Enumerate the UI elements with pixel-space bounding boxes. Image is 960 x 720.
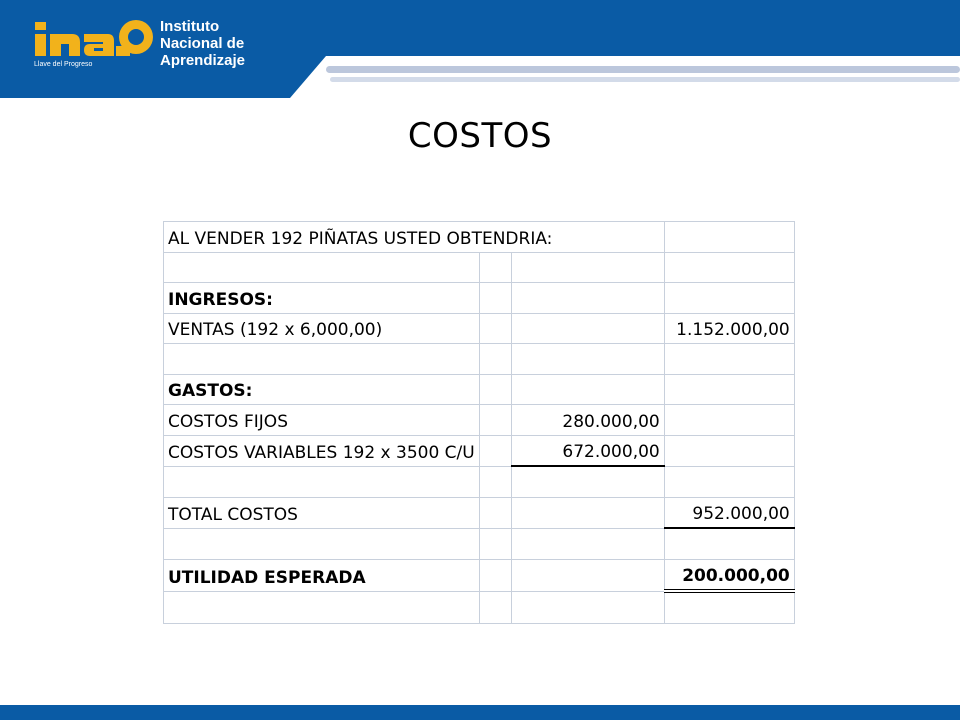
ina-logo xyxy=(30,14,265,76)
table-row xyxy=(164,435,795,466)
costos-variables-label: COSTOS VARIABLES 192 x 3500 C/U xyxy=(164,435,480,466)
table-row xyxy=(164,313,795,344)
empty-cell xyxy=(479,435,511,466)
empty-cell xyxy=(664,222,794,253)
empty-cell xyxy=(511,591,664,623)
total-costos-value: 952.000,00 xyxy=(664,497,794,528)
empty-cell xyxy=(479,313,511,344)
table-row xyxy=(164,466,795,497)
costos-fijos-value: 280.000,00 xyxy=(511,405,664,436)
empty-cell xyxy=(511,283,664,314)
costos-variables-value: 672.000,00 xyxy=(511,435,664,466)
empty-cell xyxy=(664,374,794,405)
gastos-label: GASTOS: xyxy=(164,374,480,405)
empty-cell xyxy=(511,313,664,344)
empty-cell xyxy=(511,374,664,405)
empty-cell xyxy=(511,497,664,528)
costos-fijos-label: COSTOS FIJOS xyxy=(164,405,480,436)
empty-cell xyxy=(479,466,511,497)
empty-cell xyxy=(664,435,794,466)
logo-institution-name xyxy=(160,18,245,69)
ventas-value: 1.152.000,00 xyxy=(664,313,794,344)
empty-cell xyxy=(664,405,794,436)
empty-cell xyxy=(479,497,511,528)
empty-cell xyxy=(511,559,664,591)
table-row xyxy=(164,528,795,559)
empty-cell xyxy=(479,559,511,591)
empty-cell xyxy=(511,252,664,283)
empty-cell xyxy=(479,252,511,283)
empty-cell xyxy=(664,283,794,314)
table-row xyxy=(164,283,795,314)
ingresos-label: INGRESOS: xyxy=(164,283,480,314)
empty-cell xyxy=(479,344,511,375)
page-title: COSTOS xyxy=(407,116,553,156)
footer-bar xyxy=(0,705,960,720)
table-heading: AL VENDER 192 PIÑATAS USTED OBTENDRIA: xyxy=(164,222,665,253)
empty-cell xyxy=(664,591,794,623)
header-banner xyxy=(0,0,960,100)
empty-cell xyxy=(479,283,511,314)
empty-cell xyxy=(479,405,511,436)
logo-tagline: Llave del Progreso xyxy=(34,61,93,68)
empty-cell xyxy=(511,528,664,559)
table-row xyxy=(164,252,795,283)
costs-table xyxy=(163,221,795,624)
empty-cell xyxy=(664,252,794,283)
empty-cell xyxy=(164,466,480,497)
empty-cell xyxy=(664,344,794,375)
table-row xyxy=(164,497,795,528)
ventas-label: VENTAS (192 x 6,000,00) xyxy=(164,313,480,344)
empty-cell xyxy=(664,528,794,559)
table-row xyxy=(164,344,795,375)
logo-line-2: Nacional de xyxy=(160,35,245,52)
logo-line-1: Instituto xyxy=(160,18,220,35)
table-row xyxy=(164,591,795,623)
total-costos-label: TOTAL COSTOS xyxy=(164,497,480,528)
table-row xyxy=(164,405,795,436)
logo-line-3: Aprendizaje xyxy=(160,52,246,69)
table-row xyxy=(164,374,795,405)
empty-cell xyxy=(164,591,480,623)
empty-cell xyxy=(511,344,664,375)
utilidad-label: UTILIDAD ESPERADA xyxy=(164,559,480,591)
table-row xyxy=(164,559,795,591)
utilidad-value: 200.000,00 xyxy=(664,559,794,591)
empty-cell xyxy=(164,344,480,375)
empty-cell xyxy=(479,374,511,405)
empty-cell xyxy=(479,528,511,559)
empty-cell xyxy=(511,466,664,497)
empty-cell xyxy=(479,591,511,623)
empty-cell xyxy=(164,252,480,283)
table-row xyxy=(164,222,795,253)
empty-cell xyxy=(164,528,480,559)
empty-cell xyxy=(664,466,794,497)
